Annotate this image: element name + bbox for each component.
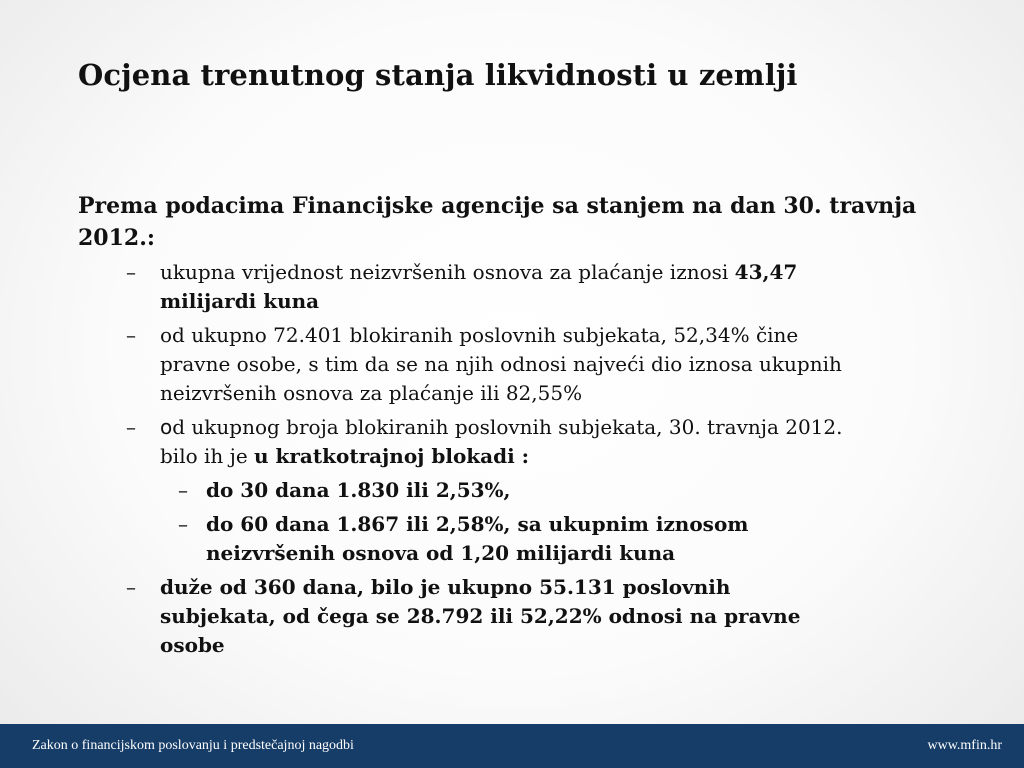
bullet-short-blockade (78, 413, 850, 471)
bullet-bold-text: 43,47 milijardi kuna (160, 260, 798, 313)
sub-bullet-60-days (78, 510, 846, 568)
footer-title: Zakon o financijskom poslovanju i predstečajnoj nagodbi (32, 738, 354, 753)
slide-content (78, 190, 958, 665)
sub-bullet-text: do 60 dana 1.867 ili 2,58%, sa ukupnim iznosom neizvršenih osnova od 1,20 milijardi kuna (206, 512, 749, 565)
sub-bullet-30-days (78, 476, 846, 505)
footer-website-link[interactable]: www.mfin.hr (927, 738, 1002, 753)
dash-bullet-icon: – (178, 478, 188, 502)
dash-bullet-icon: – (178, 512, 188, 536)
bullet-over-360-days (78, 573, 850, 660)
bullet-text: ukupna vrijednost neizvršenih osnova za plaćanje iznosi (160, 260, 735, 284)
footer-bar (0, 724, 1024, 768)
bullet-text: d ukupnog broja blokiranih poslovnih subjekata, 30. travnja 2012. bilo ih je (160, 415, 843, 468)
slide-title: Ocjena trenutnog stanja likvidnosti u zemlji (78, 58, 798, 92)
lead-paragraph: Prema podacima Financijske agencije sa stanjem na dan 30. travnja 2012.: (78, 193, 917, 251)
bullet-bold-text: u kratkotrajnoj blokadi : (254, 444, 530, 468)
dash-bullet-icon: – (126, 575, 136, 599)
sub-bullet-text: do 30 dana 1.830 ili 2,53%, (206, 478, 511, 502)
bullet-total-value (78, 258, 850, 316)
bullet-bold-text: duže od 360 dana, bilo je ukupno 55.131 poslovnih subjekata, od čega se 28.792 ili 52,22% odnosi na pravne osobe (160, 575, 801, 657)
bullet-blocked-subjects (78, 321, 850, 408)
dash-bullet-icon: – (126, 323, 136, 347)
dash-bullet-icon: – (126, 260, 136, 284)
dash-bullet-icon: – (126, 415, 136, 439)
bullet-first-letter: o (160, 415, 173, 439)
bullet-text: od ukupno 72.401 blokiranih poslovnih subjekata, 52,34% čine pravne osobe, s tim da se na njih odnosi najveći dio iznosa ukupnih neizvršenih osnova za plaćanje ili 82,55% (160, 323, 842, 405)
